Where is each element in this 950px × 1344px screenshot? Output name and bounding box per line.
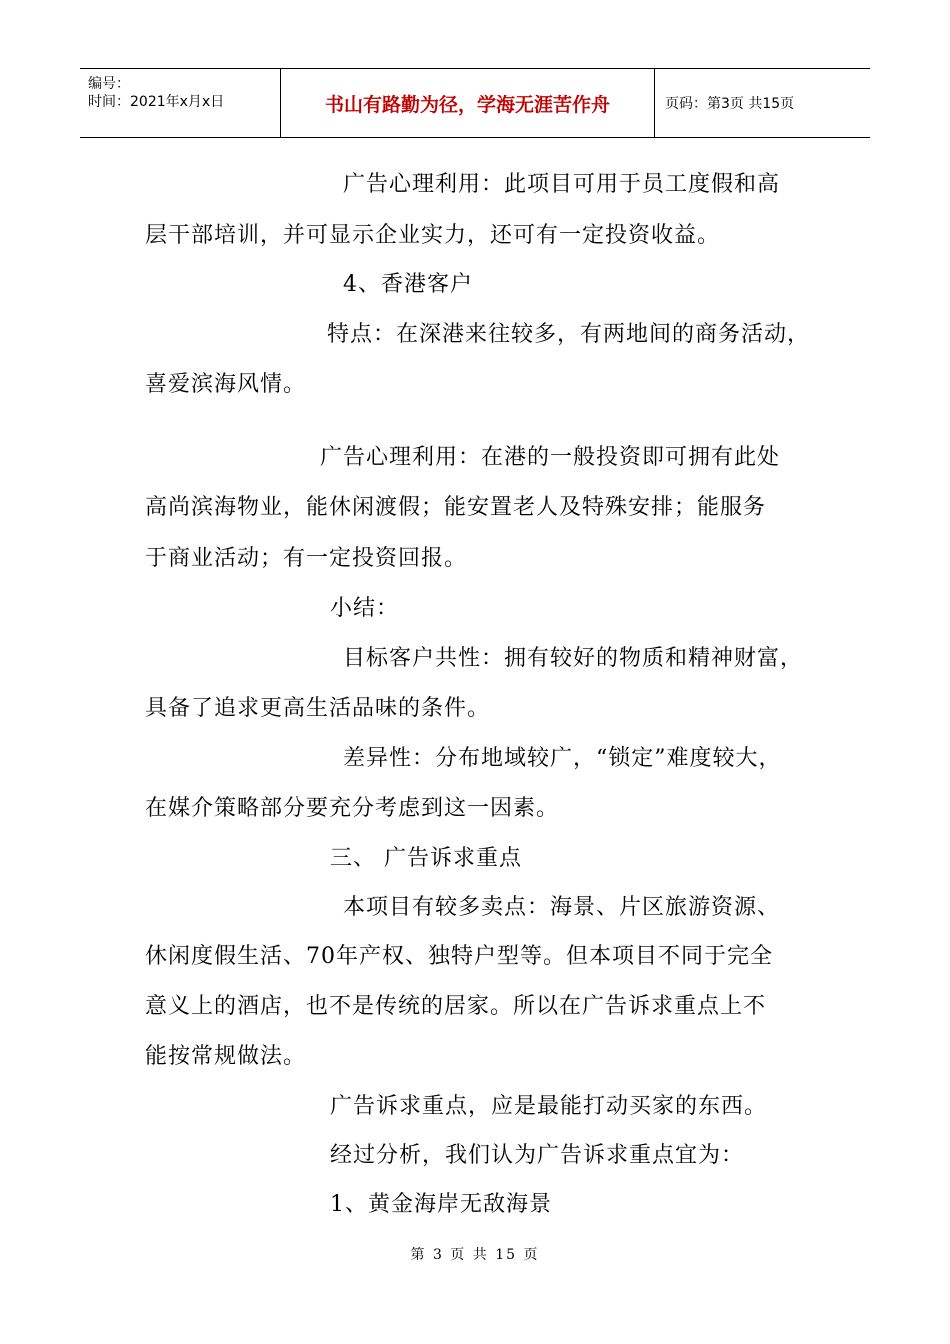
paragraph-line: 于商业活动；有一定投资回报。 [145, 546, 468, 571]
paragraph-line: 休闲度假生活、70年产权、独特户型等。但本项目不同于完全 [145, 944, 773, 969]
page-header [80, 68, 870, 138]
paragraph-line: 意义上的酒店，也不是传统的居家。所以在广告诉求重点上不 [145, 994, 767, 1019]
paragraph-line: 特点：在深港来往较多，有两地间的商务活动， [327, 322, 811, 347]
paragraph-line: 能按常规做法。 [145, 1044, 307, 1069]
paragraph-line: 广告心理利用：此项目可用于员工度假和高 [343, 172, 781, 197]
header-motto: 书山有路勤为径，学海无涯苦作舟 [281, 69, 655, 137]
section-heading: 1、黄金海岸无敌海景 [330, 1192, 552, 1217]
paragraph-line: 目标客户共性：拥有较好的物质和精神财富， [343, 646, 804, 671]
time-label: 时间：2021年x月x日 [88, 94, 225, 110]
section-heading: 三、 广告诉求重点 [330, 846, 522, 871]
paragraph-line: 高尚滨海物业，能休闲渡假；能安置老人及特殊安排；能服务 [145, 495, 767, 520]
paragraph-line: 小结： [330, 596, 400, 621]
paragraph-line: 在媒介策略部分要充分考虑到这一因素。 [145, 796, 560, 821]
paragraph-line: 层干部培训，并可显示企业实力，还可有一定投资收益。 [145, 223, 721, 248]
paragraph-line: 广告心理利用：在港的一般投资即可拥有此处 [320, 445, 781, 470]
header-meta [80, 69, 281, 137]
paragraph-line: 喜爱滨海风情。 [145, 372, 307, 397]
section-heading: 4、香港客户 [343, 272, 473, 297]
paragraph-line: 差异性：分布地域较广，“锁定”难度较大， [343, 746, 782, 771]
paragraph-line: 广告诉求重点，应是最能打动买家的东西。 [330, 1094, 768, 1119]
paragraph-line: 经过分析，我们认为广告诉求重点宜为： [330, 1143, 745, 1168]
page-footer: 第 3 页 共 15 页 [410, 1247, 540, 1263]
header-page-info: 页码：第3页 共15页 [665, 96, 795, 112]
code-label: 编号： [88, 76, 130, 92]
paragraph-line: 本项目有较多卖点：海景、片区旅游资源、 [343, 895, 781, 920]
paragraph-line: 具备了追求更高生活品味的条件。 [145, 696, 491, 721]
